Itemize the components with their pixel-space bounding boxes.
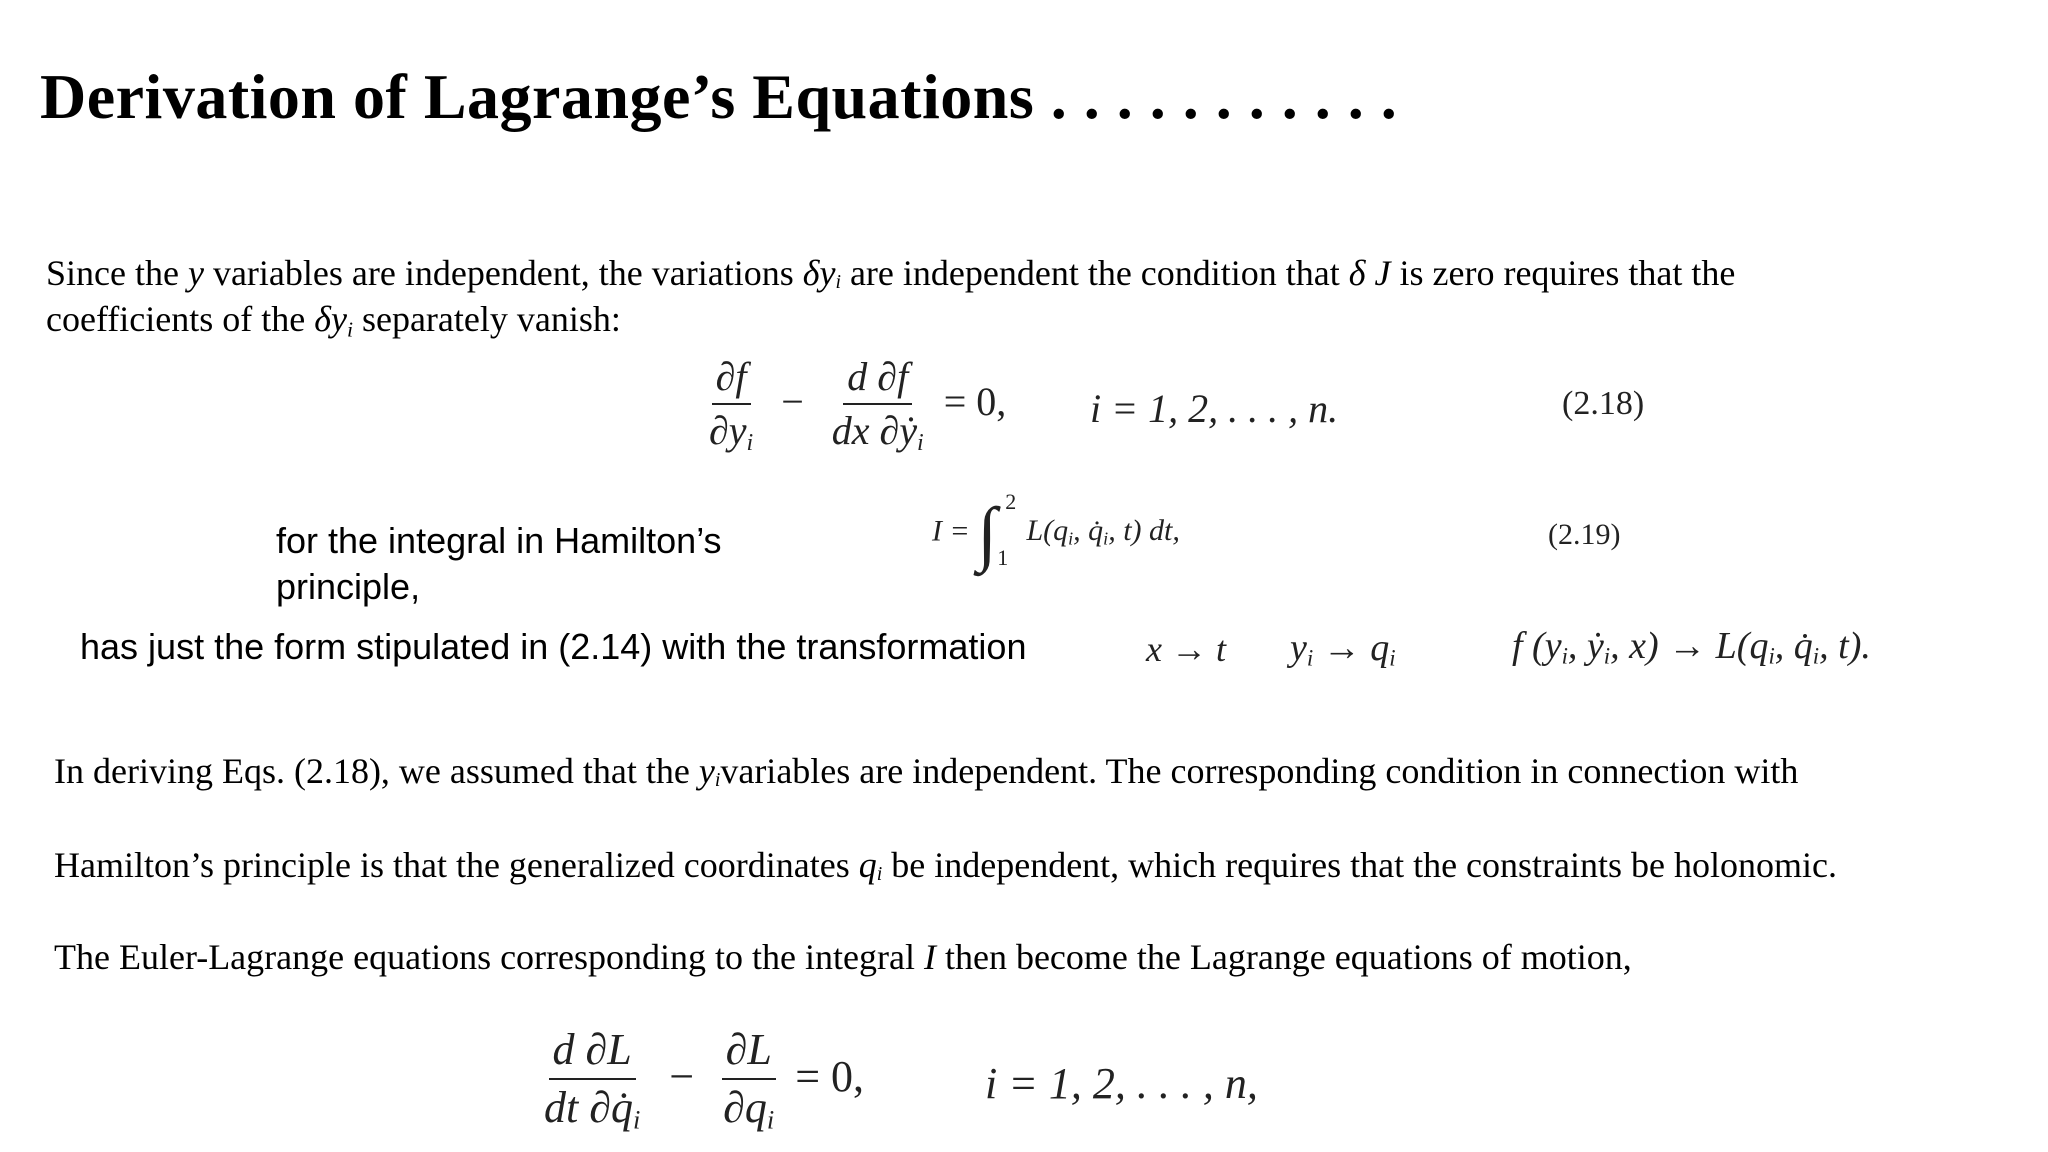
paragraph-2-line-1: In deriving Eqs. (2.18), we assumed that the yivariables are independent. The corresponding condition in connection with — [54, 751, 1799, 791]
text-span: Since the — [46, 253, 188, 293]
symbol-delta-J: δ J — [1348, 253, 1391, 293]
symbol-q-i: qi — [858, 845, 883, 885]
lagrange-equation — [540, 1026, 864, 1135]
fraction-dL-dq: $\frac{\partial L}{\partial q_i}$ — [723, 1025, 775, 1135]
text-span: variables are independent, the variations — [203, 253, 803, 293]
text-span: are independent the condition that — [849, 253, 1349, 293]
paragraph-line-1 — [46, 252, 1735, 294]
text-span: separately vanish: — [352, 299, 621, 339]
symbol-delta-y-i: $\delta y_i$ — [314, 299, 353, 342]
integral-sign: ∫ 2 1 — [977, 489, 1017, 573]
hamilton-note-line-1: for the integral in Hamilton’s — [276, 520, 722, 561]
paragraph-2-line-2: Hamilton’s principle is that the generalized coordinates qi be independent, which requires that the constraints be holonomic. — [54, 845, 1837, 885]
map-f-to-L: f ($y_i$, ẏ$_i$, $x) \to L(q_i$, $q̇_i$, t). — [1512, 625, 1871, 669]
symbol-y: y — [187, 253, 204, 293]
minus-sign: − — [669, 1051, 695, 1101]
text-span: coefficients of the — [46, 299, 315, 339]
symbol-y-i: yi — [698, 751, 721, 791]
equals-zero: = 0, — [795, 1051, 865, 1101]
integrand: $L(q_i$, $q̇_i$, t) dt, — [1026, 514, 1180, 549]
fraction-df-dyi: $\frac{\partial f}{\partial y_i}$ — [709, 354, 754, 456]
symbol-delta-y-i: δyi — [802, 253, 841, 293]
transformation-text: has just the form stipulated in (2.14) with the transformation — [80, 626, 1027, 667]
map-y-to-q: $y_i \to q_i$ — [1290, 627, 1396, 671]
symbol-I: I — [923, 937, 936, 977]
equation-number-2-18: (2.18) — [1562, 385, 1645, 422]
paragraph-line-2 — [46, 298, 621, 342]
final-index-range: i = 1, 2, . . . , n, — [985, 1059, 1258, 1108]
paragraph-2-line-3: The Euler-Lagrange equations corresponding to the integral I then become the Lagrange equations of motion, — [54, 937, 1632, 977]
equals-zero: = 0, — [943, 378, 1007, 424]
index-range: i = 1, 2, . . . , n. — [1090, 386, 1339, 431]
hamilton-note-line-2: principle, — [276, 566, 421, 607]
page-title: Derivation of Lagrange’s Equations . . . . . . . . . . . — [40, 61, 1398, 132]
map-x-to-t: x → t — [1146, 629, 1226, 669]
equation-2-18 — [705, 355, 1006, 456]
fraction-d-dt-dL-dqdot: $\frac{d \partial L}{dt \partial q̇_i}$ — [544, 1025, 641, 1135]
text-span: is zero requires that the — [1390, 253, 1736, 293]
equation-number-2-19: (2.19) — [1548, 518, 1621, 551]
fraction-d-dx-df-dyidot: $\frac{d \partial f}{dx \partial ẏ_i}$ — [831, 354, 924, 456]
equation-2-19 — [932, 489, 1180, 575]
minus-sign: − — [781, 378, 804, 424]
integral-lhs: I = — [932, 514, 970, 548]
